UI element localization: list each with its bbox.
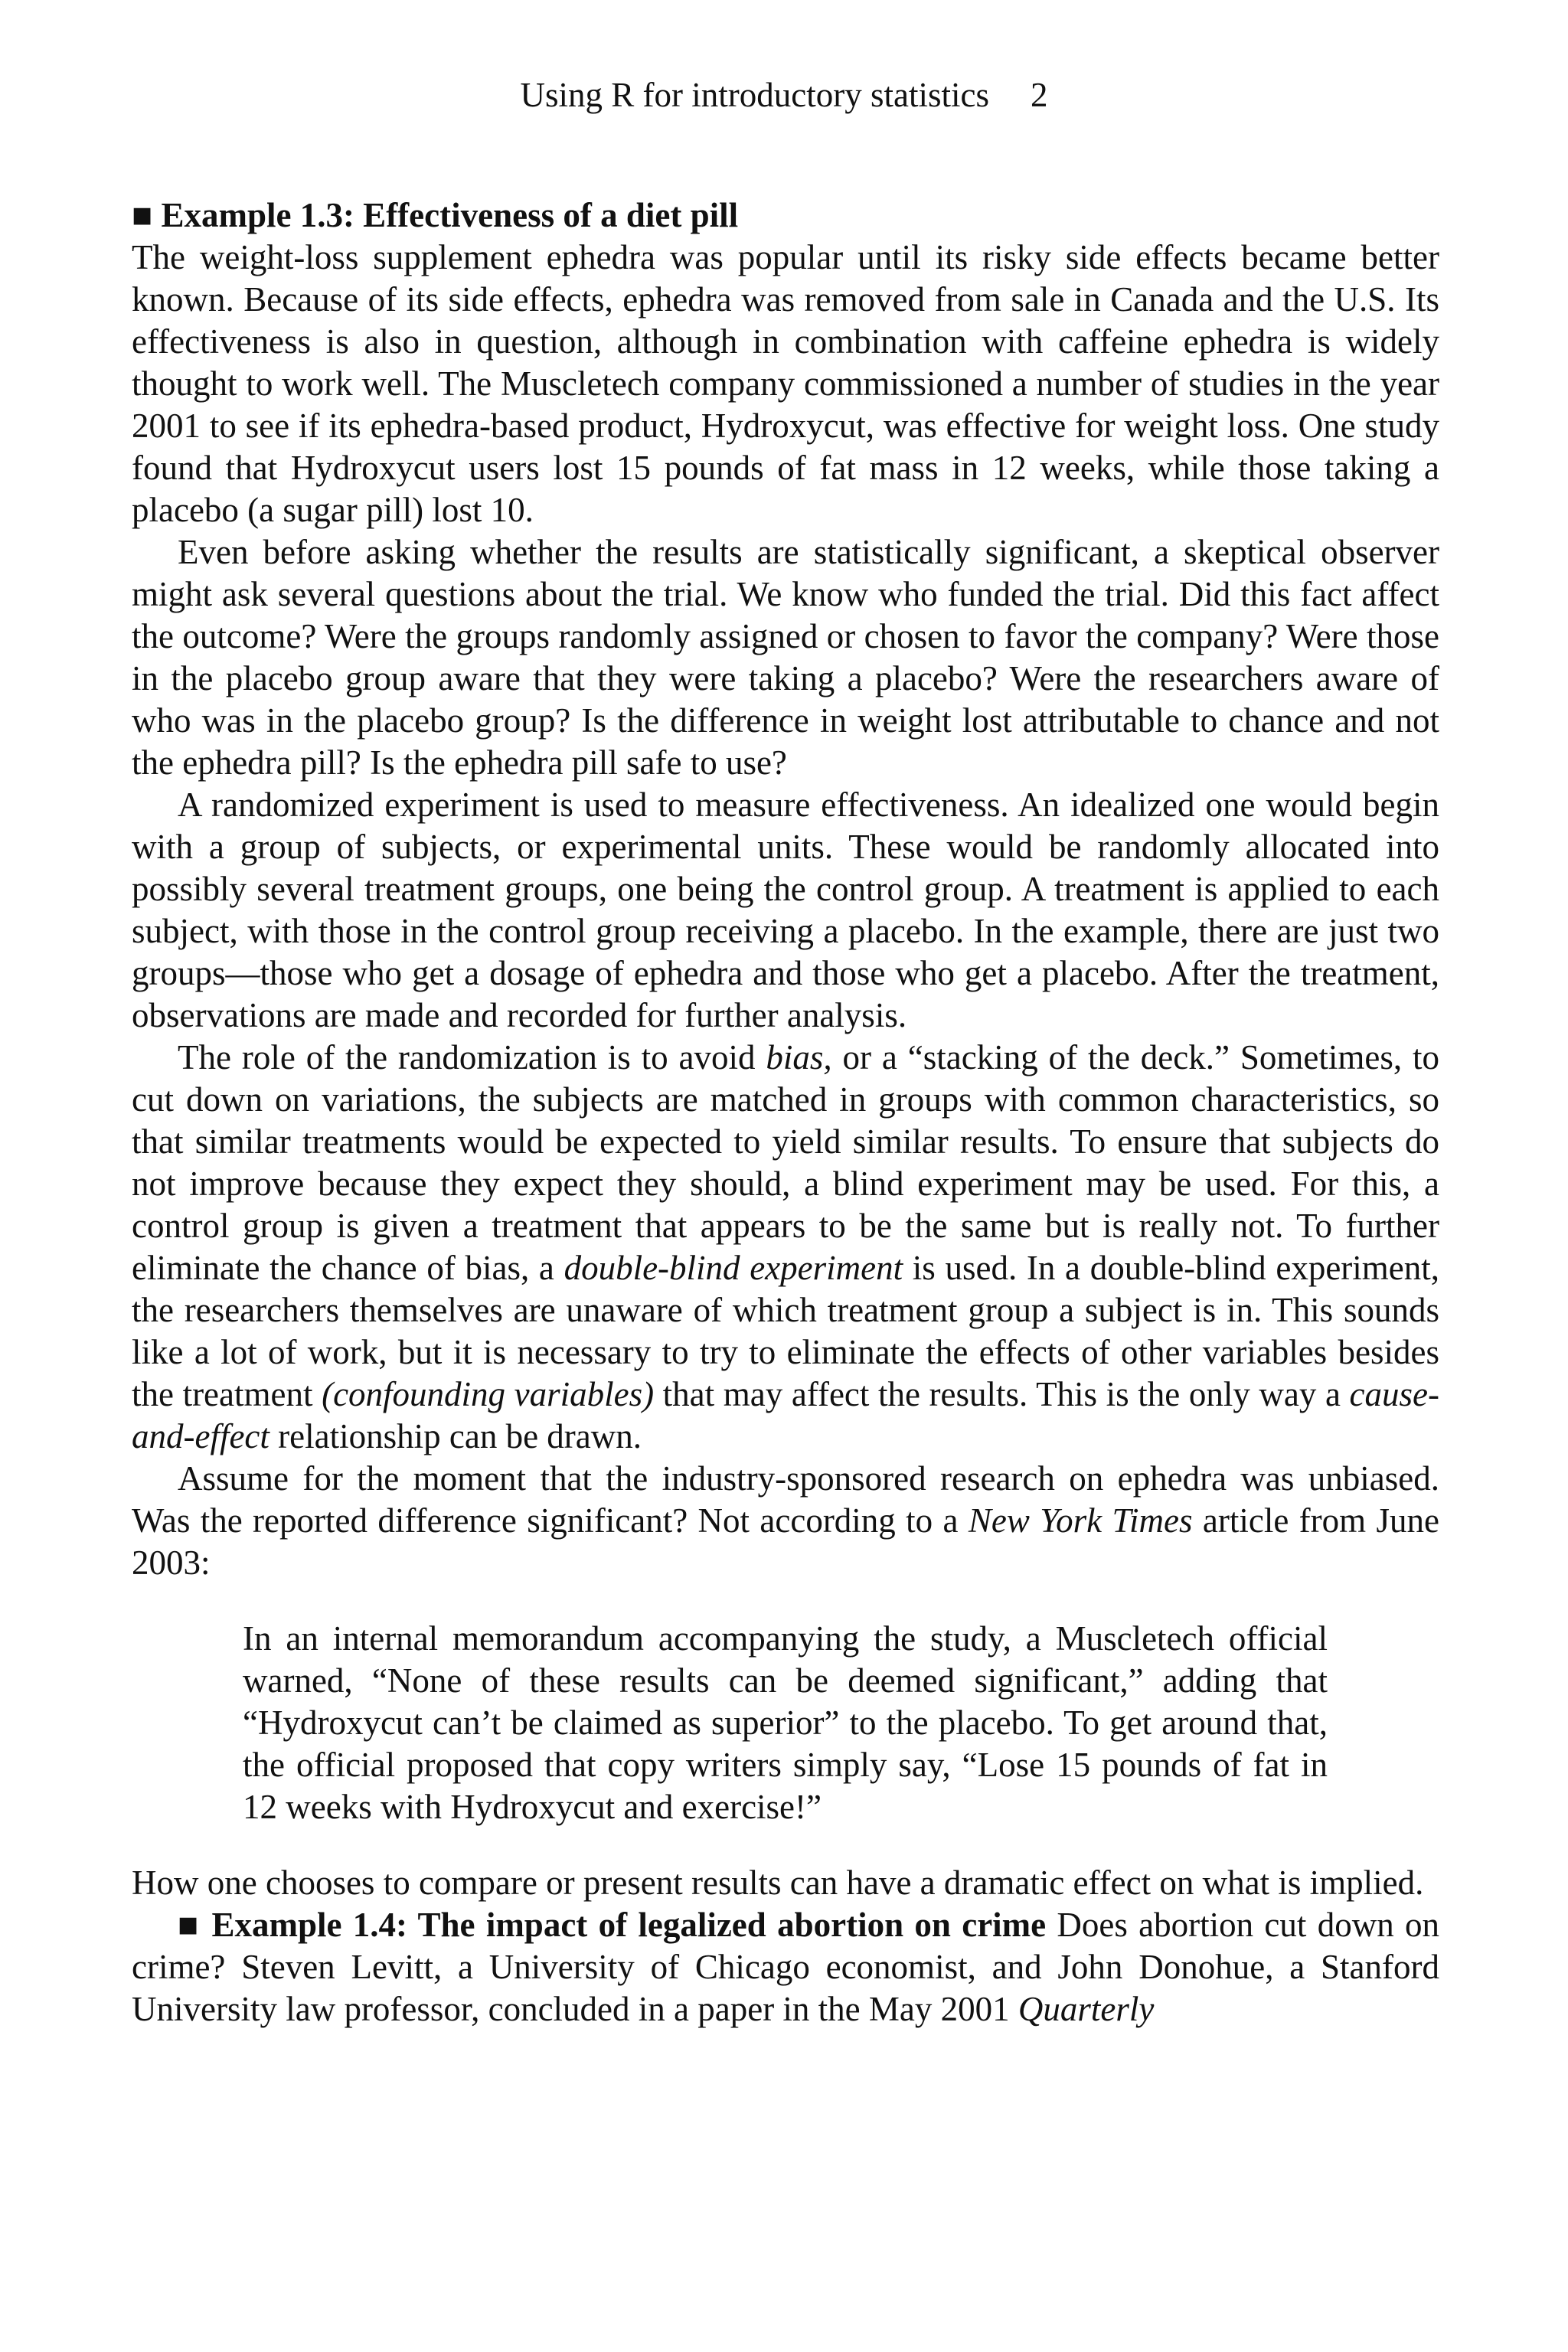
paragraph-randomization-bias	[132, 1037, 1439, 1458]
square-bullet-icon: ■	[178, 1906, 201, 1944]
term-bias: bias,	[766, 1038, 832, 1076]
publication-name: New York Times	[968, 1501, 1193, 1540]
term-confounding: (confounding variables)	[322, 1375, 655, 1413]
paragraph-after-quote: How one chooses to compare or present results can have a dramatic effect on what is implied.	[132, 1864, 1424, 1902]
term-double-blind: double-blind experiment	[564, 1249, 903, 1287]
block-quote: In an internal memorandum accompanying the study, a Muscletech official warned, “None of these results can be deemed significant,” adding that “Hydroxycut can’t be claimed as superior” to the placebo. To get around that, the official proposed that copy writers simply say, “Lose 15 pounds of fat in 12 weeks with Hydroxycut and exercise!”	[243, 1619, 1328, 1826]
journal-name: Quarterly	[1018, 1990, 1155, 2028]
paragraph-example-1-4	[132, 1904, 1439, 2030]
paragraph-skeptical-questions: Even before asking whether the results are statistically significant, a skeptical observer might ask several questions about the trial. We know who funded the trial. Did this fact affect the outcome? Were the groups randomly assigned or chosen to favor the company? Were those in the placebo group aware that they were taking a placebo? Were the researchers aware of who was in the placebo group? Is the difference in weight lost attributable to chance and not the ephedra pill? Is the ephedra pill safe to use?	[132, 533, 1439, 782]
text-run: The role of the randomization is to avoid	[178, 1038, 766, 1076]
text-run: article from June 2003:	[132, 1501, 1439, 1582]
paragraph-significance	[132, 1458, 1439, 1584]
body-text	[132, 194, 1439, 2030]
text-run: is used. In a double-blind experiment, the researchers themselves are unaware of which treatment group a subject is in. This sounds like a lot of work, but it is necessary to try to eliminate the effects of other variables besides the treatment	[132, 1249, 1440, 1413]
paragraph-randomized-experiment: A randomized experiment is used to measure effectiveness. An idealized one would begin with a group of subjects, or experimental units. These would be randomly allocated into possibly several treatment groups, one being the control group. A treatment is applied to each subject, with those in the control group receiving a placebo. In the example, there are just two groups—those who get a dosage of ephedra and those who get a placebo. After the treatment, observations are made and recorded for further analysis.	[132, 786, 1439, 1034]
square-bullet-icon: ■	[132, 196, 153, 234]
paragraph-ephedra-intro: The weight-loss supplement ephedra was popular until its risky side effects became better known. Because of its side effects, ephedra was removed from sale in Canada and the U.S. Its effectiveness is also in question, although in combination with caffeine ephedra is widely thought to work well. The Muscletech company commissioned a number of studies in the year 2001 to see if its ephedra-based product, Hydroxycut, was effective for weight loss. One study found that Hydroxycut users lost 15 pounds of fat mass in 12 weeks, while those taking a placebo (a sugar pill) lost 10.	[132, 238, 1439, 529]
text-run: Assume for the moment that the industry-sponsored research on ephedra was unbiased. Was the reported difference significant? Not according to a	[132, 1459, 1439, 1540]
text-run: relationship can be drawn.	[269, 1417, 642, 1455]
term-cause-and-effect: cause-and-effect	[132, 1375, 1439, 1455]
example-1-3-title: Example 1.3: Effectiveness of a diet pill	[161, 196, 739, 234]
text-run: that may affect the results. This is the only way a	[654, 1375, 1350, 1413]
running-title: Using R for introductory statistics	[520, 76, 989, 114]
example-1-4-title: Example 1.4: The impact of legalized abortion on crime	[211, 1906, 1047, 1944]
running-header	[0, 72, 1568, 118]
text-run: or a “stacking of the deck.” Sometimes, to cut down on variations, the subjects are matched in groups with common characteristics, so that similar treatments would be expected to yield similar results. To ensure that subjects do not improve because they expect they should, a blind experiment may be used. For this, a control group is given a treatment that appears to be the same but is really not. To further eliminate the chance of bias, a	[132, 1038, 1439, 1287]
text-run: Does abortion cut down on crime? Steven Levitt, a University of Chicago economist, and John Donohue, a Stanford University law professor, concluded in a paper in the May 2001	[132, 1906, 1439, 2028]
page-number: 2	[1030, 76, 1048, 114]
example-1-3-heading	[132, 194, 1439, 237]
